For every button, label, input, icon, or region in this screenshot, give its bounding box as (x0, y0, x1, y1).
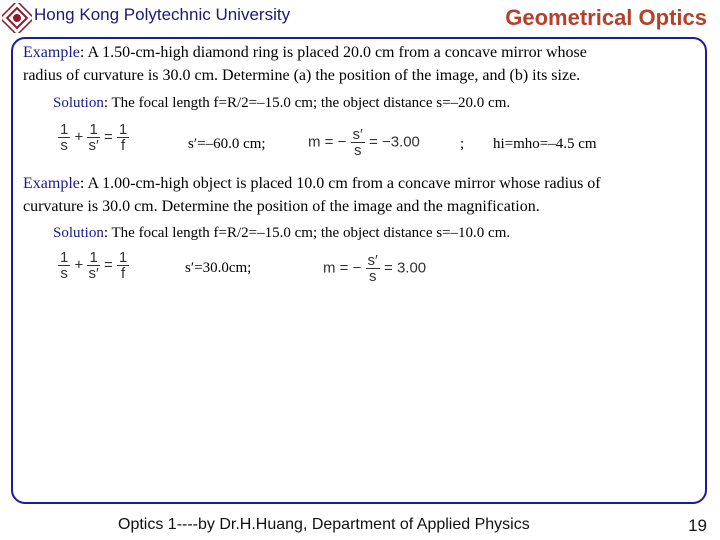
example2-line1 (23, 175, 601, 193)
example1-size-result: hi=mho=–4.5 cm (493, 136, 597, 152)
university-logo (2, 3, 32, 33)
example2-magnification-equation: m = − $\frac{s'}{s}$ = 3.00 (323, 252, 427, 285)
example1-label: Example (23, 44, 80, 61)
example1-line2: radius of curvature is 30.0 cm. Determine (a) the position of the image, and (b) its size. (23, 67, 581, 84)
example1-line1 (23, 44, 587, 62)
page-number: 19 (688, 516, 707, 535)
example1-solution (53, 95, 510, 112)
university-name: Hong Kong Polytechnic University (34, 5, 291, 24)
example2-label: Example (23, 175, 80, 192)
example1-text-1: : A 1.50-cm-high diamond ring is placed 20.0 cm from a concave mirror whose (79, 44, 587, 61)
example2-solution (53, 225, 510, 242)
example1-mirror-equation: $\frac{1}{s}$ + $\frac{1}{s'}$ = $\frac{1}{f}$ (60, 121, 128, 154)
example1-solution-text: : The focal length f=R/2=–15.0 cm; the object distance s=–20.0 cm. (103, 95, 511, 111)
example2-image-result: s′=30.0cm; (185, 260, 252, 276)
example2-solution-label: Solution (53, 225, 104, 241)
example1-separator: ; (460, 136, 465, 152)
footer-credit: Optics 1----by Dr.H.Huang, Department of Applied Physics (118, 516, 530, 533)
example2-line2: curvature is 30.0 cm. Determine the position of the image and the magnification. (23, 198, 540, 215)
example2-text-1: : A 1.00-cm-high object is placed 10.0 cm from a concave mirror whose radius of (79, 175, 601, 192)
example1-solution-label: Solution (53, 95, 104, 111)
example2-solution-text: : The focal length f=R/2=–15.0 cm; the object distance s=–10.0 cm. (103, 225, 511, 241)
example1-image-result: s′=–60.0 cm; (188, 136, 266, 152)
example1-magnification-equation: m = − $\frac{s'}{s}$ = −3.00 (308, 126, 420, 159)
slide-title: Geometrical Optics (505, 5, 707, 30)
example2-mirror-equation: $\frac{1}{s}$ + $\frac{1}{s'}$ = $\frac{1}{f}$ (60, 249, 128, 282)
